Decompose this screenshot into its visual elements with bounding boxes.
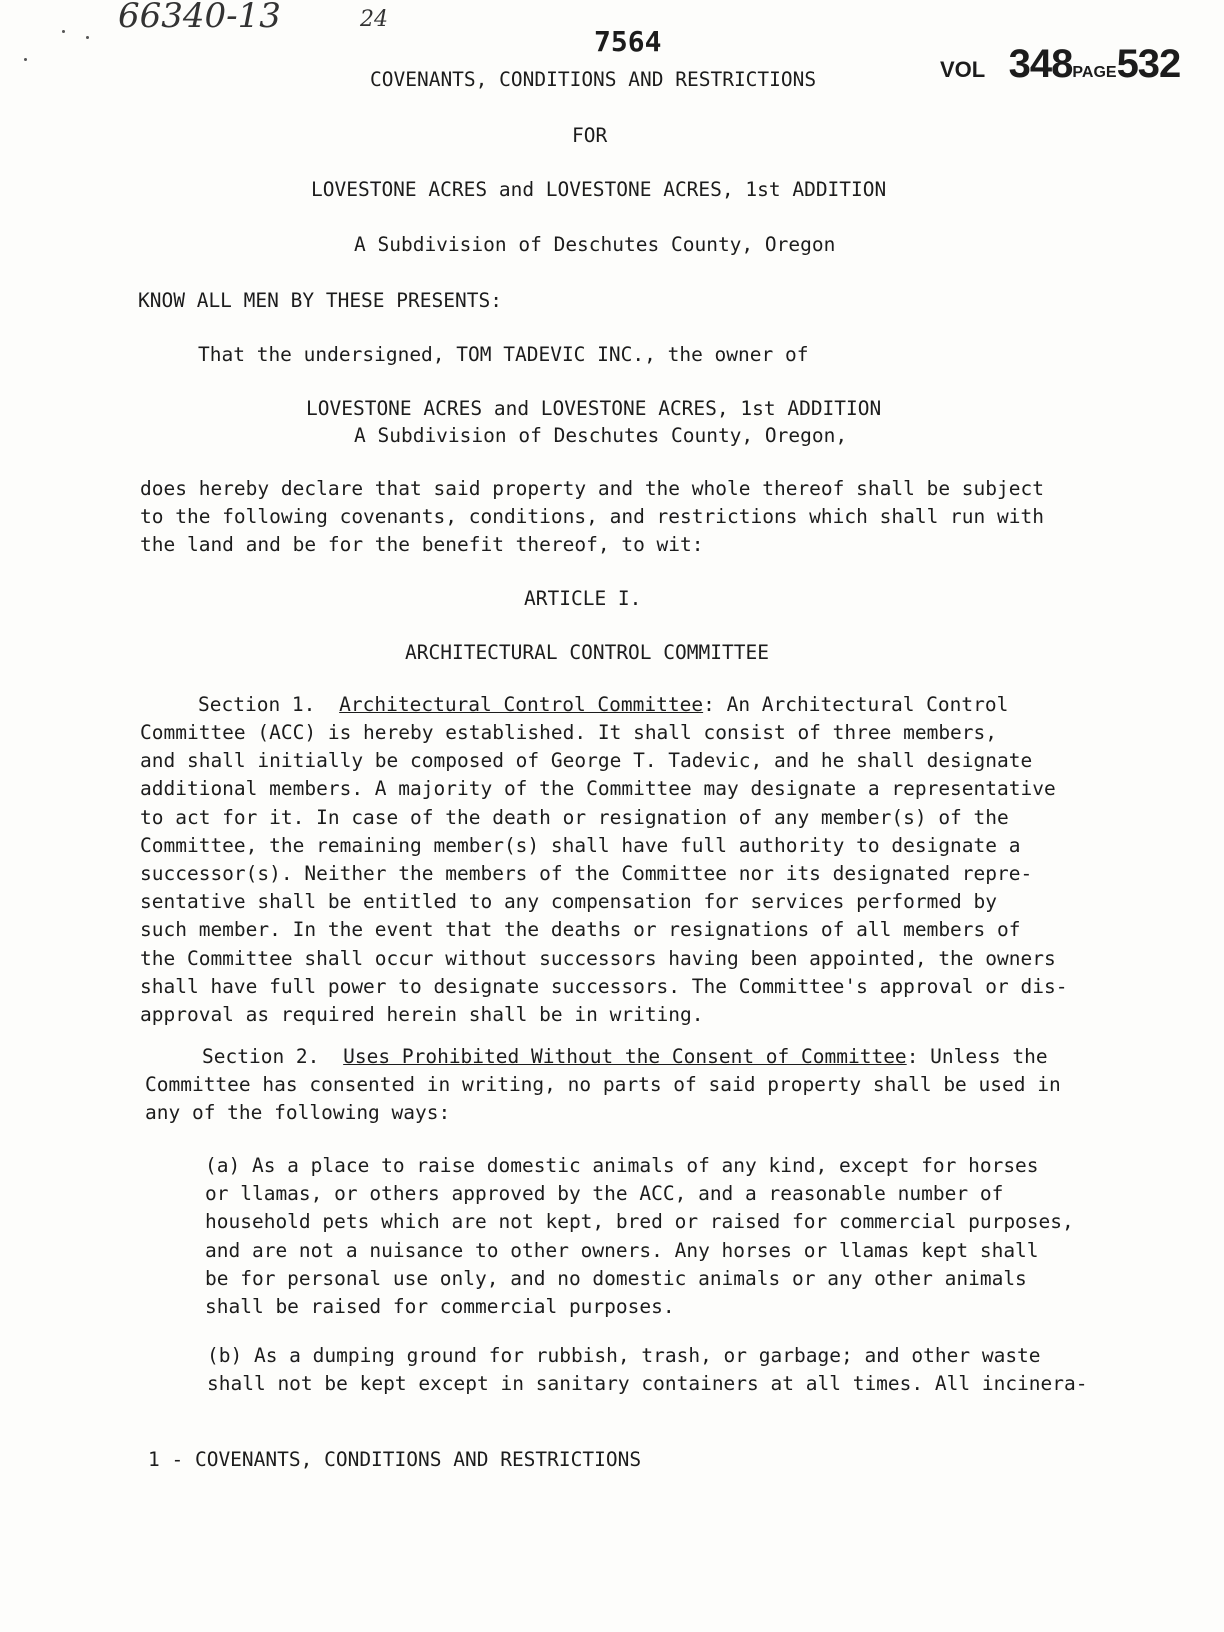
section-1-label: Section 1. (198, 693, 316, 716)
scan-speck (86, 36, 89, 39)
page-label: PAGE (1072, 64, 1117, 81)
page-footer: 1 - COVENANTS, CONDITIONS AND RESTRICTIONS (148, 1448, 642, 1471)
vol-label: VOL (940, 57, 986, 82)
section-1-first-line (198, 691, 1008, 719)
subdivision-name: LOVESTONE ACRES and LOVESTONE ACRES, 1st ADDITION (311, 178, 887, 201)
section-2-title: Uses Prohibited Without the Consent of Committee (343, 1045, 907, 1068)
section-2-body: Committee has consented in writing, no parts of said property shall be used in any of the following ways: (145, 1073, 1061, 1125)
article-title: ARCHITECTURAL CONTROL COMMITTEE (405, 641, 769, 664)
undersigned-statement: That the undersigned, TOM TADEVIC INC., the owner of (198, 343, 809, 366)
document-number: 7564 (594, 25, 662, 58)
section-2-item-a: (a) As a place to raise domestic animals of any kind, except for horses or llamas, or others approved by the ACC, and a reasonable number of household pets which are not kept, bred or raised for commercial purposes, and are not a nuisance to other owners. Any horses or llamas kept shall be for personal use only, and no domestic animals or any other animals shall be raised for commercial purposes. (205, 1154, 1074, 1319)
page-number: 532 (1116, 42, 1181, 86)
section-1-title: Architectural Control Committee (339, 693, 704, 716)
section-2-first-line (202, 1043, 1048, 1071)
know-all-men: KNOW ALL MEN BY THESE PRESENTS: (138, 289, 502, 312)
scan-speck (24, 58, 27, 61)
document-title: COVENANTS, CONDITIONS AND RESTRICTIONS (370, 68, 817, 91)
subdivision-county: A Subdivision of Deschutes County, Oregon (354, 233, 836, 256)
declaration-paragraph: does hereby declare that said property and the whole thereof shall be subject to the following covenants, conditions, and restrictions which shall run with the land and be for the benefit thereof, to wit: (140, 477, 1044, 557)
section-2-item-b: (b) As a dumping ground for rubbish, trash, or garbage; and other waste shall not be kept except in sanitary containers at all times. All incinera- (207, 1344, 1088, 1396)
section-2-first-text: : Unless the (906, 1045, 1048, 1068)
article-heading: ARTICLE I. (524, 587, 642, 610)
vol-number: 348 (1008, 42, 1073, 86)
handwritten-note: 24 (360, 7, 388, 32)
section-1-first-text: : An Architectural Control (703, 693, 1009, 716)
property-name: LOVESTONE ACRES and LOVESTONE ACRES, 1st ADDITION (306, 397, 882, 420)
section-2-label: Section 2. (202, 1045, 320, 1068)
property-county: A Subdivision of Deschutes County, Oregon, (354, 424, 848, 447)
section-1-body: Committee (ACC) is hereby established. It shall consist of three members, and shall initially be composed of George T. Tadevic, and he shall designate additional members. A majority of the Committee may designate a representative to act for it. In case of the death or resignation of any member(s) of the Committee, the remaining member(s) shall have full authority to designate a successor(s). Neither the members of the Committee nor its designated repre- sentative shall be entitled to any compensation for services performed by such member. In the event that the deaths or resignations of all members of the Committee shall occur without successors having been appointed, the owners shall have full power to designate successors. The Committee's approval or dis- approval as required herein shall be in writing. (140, 721, 1068, 1027)
handwritten-file-number: 66340-13 (118, 0, 281, 36)
scan-speck (62, 30, 65, 33)
title-for: FOR (572, 124, 608, 147)
volume-page-stamp (940, 42, 1181, 87)
